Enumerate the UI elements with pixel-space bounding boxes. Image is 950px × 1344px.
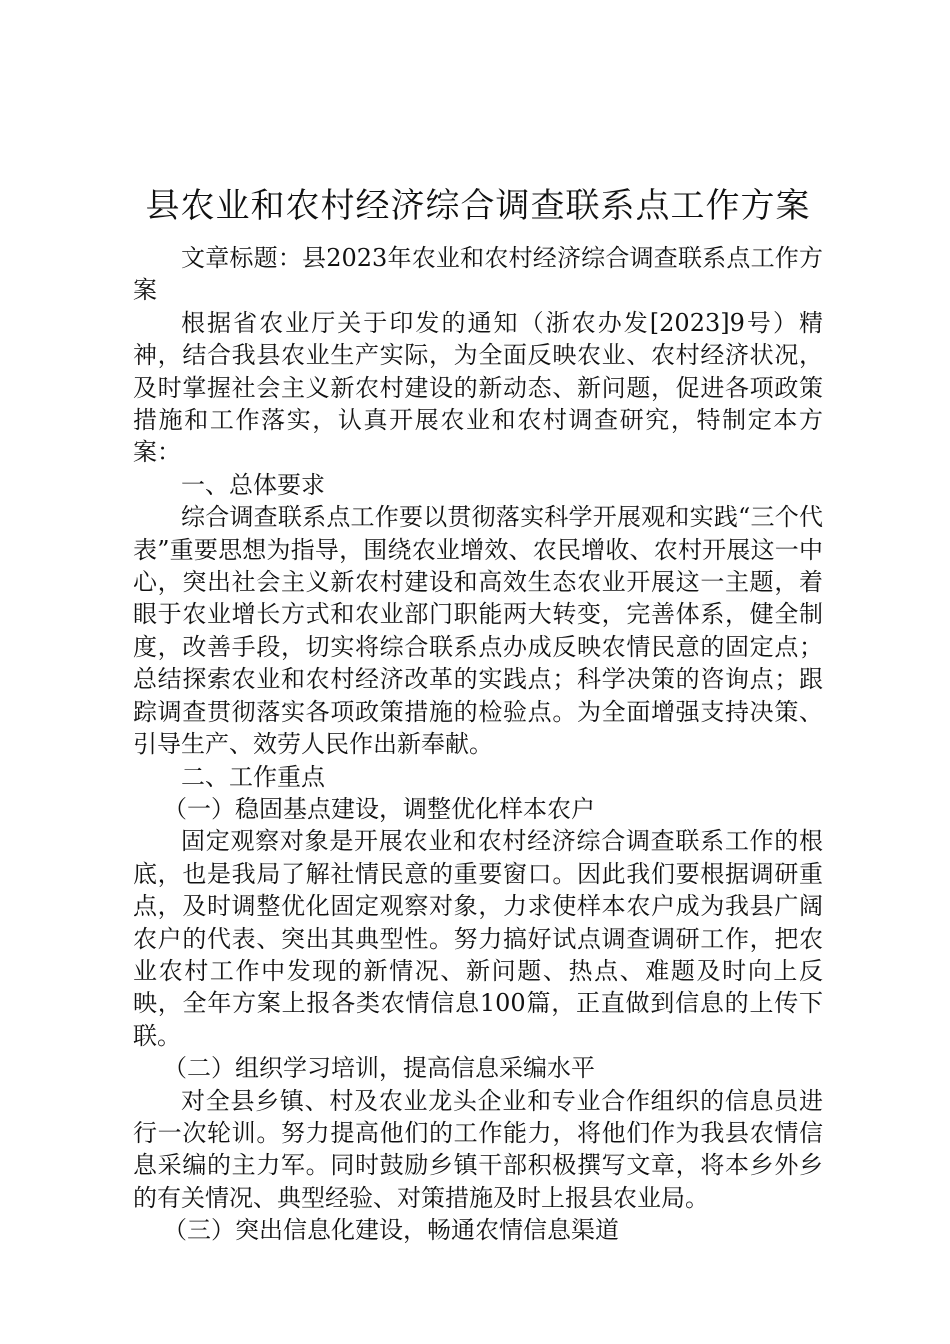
section-heading-general-requirements: 一、总体要求: [181, 470, 325, 499]
document-title: 县农业和农村经济综合调查联系点工作方案: [145, 186, 811, 226]
article-title-line: 文章标题：县2023年农业和农村经济综合调查联系点工作方案: [133, 244, 823, 305]
general-requirements-paragraph: 综合调查联系点工作要以贯彻落实科学开展观和实践“三个代表”重要思想为指导，围绕农业增效、农民增收、农村开展这一中心，突出社会主义新农村建设和高效生态农业开展这一主题，着眼于农业增长方式和农业部门职能两大转变，完善体系，健全制度，改善手段，切实将综合联系点办成反映农情民意的固定点；总结探索农业和农村经济改革的实践点；科学决策的咨询点；跟踪调查贯彻落实各项政策措施的检验点。为全面增强支持决策、引导生产、效劳人民作出新奉献。: [133, 503, 823, 759]
subheading-sample-households: （一）稳固基点建设，调整优化样本农户: [163, 794, 595, 823]
subheading-informatization: （三）突出信息化建设，畅通农情信息渠道: [163, 1216, 619, 1245]
intro-paragraph: 根据省农业厅关于印发的通知（浙农办发[2023]9号）精神，结合我县农业生产实际，为全面反映农业、农村经济状况，及时掌握社会主义新农村建设的新动态、新问题，促进各项政策措施和工作落实，认真开展农业和农村调查研究，特制定本方案：: [133, 308, 823, 467]
document-page: [133, 176, 823, 1247]
subheading-training: （二）组织学习培训，提高信息采编水平: [163, 1054, 595, 1083]
training-paragraph: 对全县乡镇、村及农业龙头企业和专业合作组织的信息员进行一次轮训。努力提高他们的工作能力，将他们作为我县农情信息采编的主力军。同时鼓励乡镇干部积极撰写文章，将本乡外乡的有关情况、典型经验、对策措施及时上报县农业局。: [133, 1086, 823, 1212]
sample-households-paragraph: 固定观察对象是开展农业和农村经济综合调查联系工作的根底，也是我局了解社情民意的重要窗口。因此我们要根据调研重点，及时调整优化固定观察对象，力求使样本农户成为我县广阔农户的代表、突出其典型性。努力搞好试点调查调研工作，把农业农村工作中发现的新情况、新问题、热点、难题及时向上反映，全年方案上报各类农情信息100篇，正直做到信息的上传下联。: [133, 827, 823, 1050]
section-heading-work-focus: 二、工作重点: [181, 762, 325, 791]
